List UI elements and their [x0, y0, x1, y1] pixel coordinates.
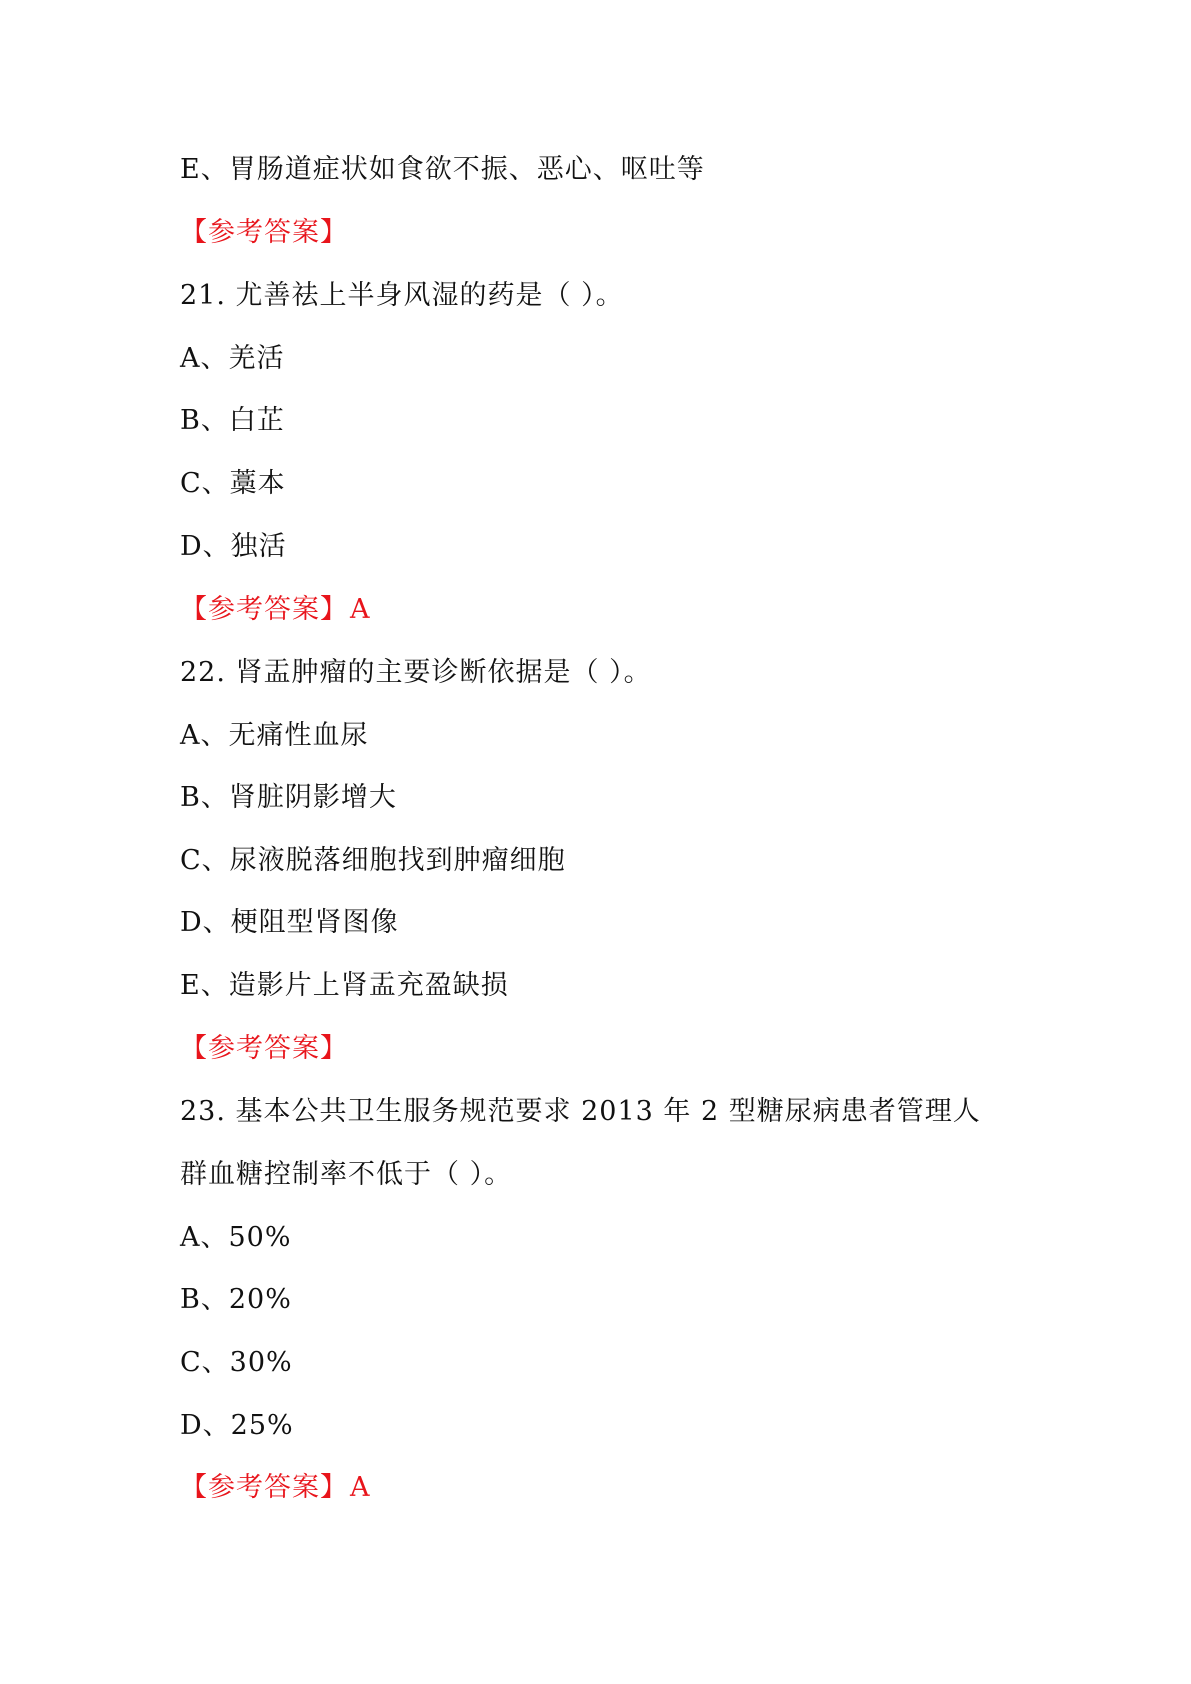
q22-option-a: A、无痛性血尿 [180, 720, 369, 751]
q22-option-c: C、尿液脱落细胞找到肿瘤细胞 [180, 845, 566, 876]
q23-stem-line-1: 23. 基本公共卫生服务规范要求 2013 年 2 型糖尿病患者管理人 [180, 1096, 981, 1127]
q21-stem: 21. 尤善祛上半身风湿的药是（ ）。 [180, 280, 624, 311]
q23-option-b: B、20% [180, 1284, 292, 1315]
answer-value: A [350, 594, 371, 625]
q21-answer [180, 592, 371, 628]
answer-label: 【参考答案】 [180, 217, 348, 248]
q20-option-e: E、胃肠道症状如食欲不振、恶心、呕吐等 [180, 154, 705, 185]
q22-answer [180, 1031, 350, 1067]
q23-stem-line-2: 群血糖控制率不低于（ ）。 [180, 1159, 513, 1190]
q21-option-a: A、羌活 [180, 343, 285, 374]
q20-answer [180, 215, 350, 251]
q22-stem: 22. 肾盂肿瘤的主要诊断依据是（ ）。 [180, 657, 652, 688]
answer-label: 【参考答案】 [180, 594, 348, 625]
q23-option-a: A、50% [180, 1222, 292, 1253]
q22-option-d: D、梗阻型肾图像 [180, 907, 399, 938]
q21-option-c: C、藁本 [180, 468, 286, 499]
q22-option-b: B、肾脏阴影增大 [180, 782, 397, 813]
answer-label: 【参考答案】 [180, 1033, 348, 1064]
q23-answer [180, 1470, 371, 1506]
answer-value: A [350, 1472, 371, 1503]
q23-option-d: D、25% [180, 1410, 294, 1441]
answer-label: 【参考答案】 [180, 1472, 348, 1503]
q23-option-c: C、30% [180, 1347, 293, 1378]
q21-option-d: D、独活 [180, 531, 287, 562]
q21-option-b: B、白芷 [180, 405, 285, 436]
q22-option-e: E、造影片上肾盂充盈缺损 [180, 970, 509, 1001]
